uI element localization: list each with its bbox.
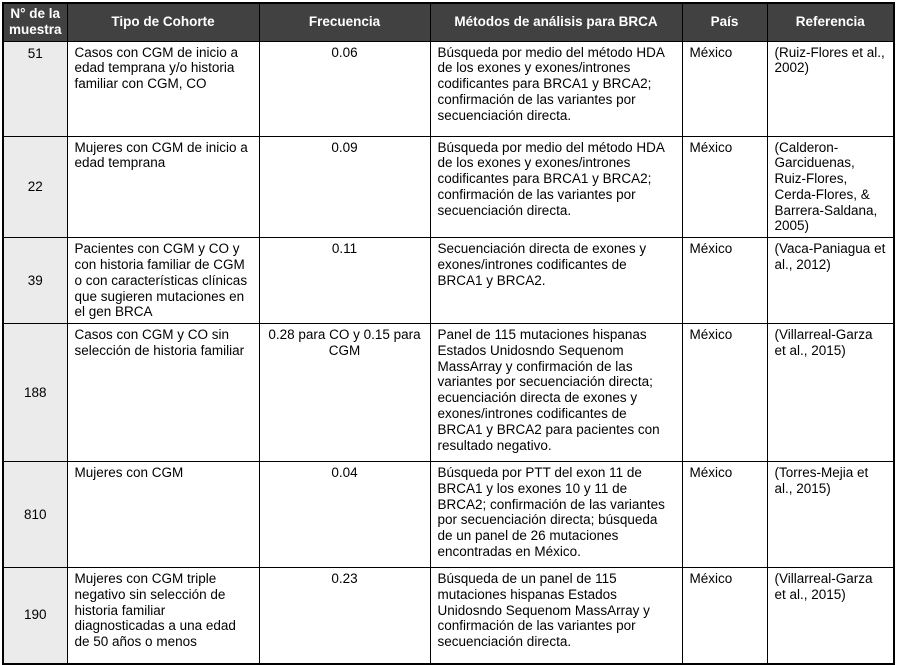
table-row [3, 568, 894, 664]
cell-cohort-type: Pacientes con CGM y CO y con historia familiar de CGM o con características clínicas que sugieren mutaciones en el gen BRCA [67, 238, 259, 324]
cell-sample-number: 51 [3, 41, 67, 136]
cell-frequency: 0.23 [259, 568, 430, 664]
cell-country: México [682, 462, 767, 568]
table-row [3, 238, 894, 324]
cell-reference: (Vaca-Paniagua et al., 2012) [767, 238, 894, 324]
table-row [3, 462, 894, 568]
col-header-metodos: Métodos de análisis para BRCA [430, 3, 682, 41]
cell-cohort-type: Mujeres con CGM de inicio a edad temprana [67, 136, 259, 238]
cell-sample-number: 22 [3, 136, 67, 238]
table-row [3, 136, 894, 238]
cell-analysis-methods: Búsqueda de un panel de 115 mutaciones hispanas Estados Unidosndo Sequenom MassArray y confirmación de las variantes por secuenciación directa. [430, 568, 682, 664]
cell-country: México [682, 136, 767, 238]
cell-reference: (Torres-Mejia et al., 2015) [767, 462, 894, 568]
cell-reference: (Calderon-Garciduenas, Ruiz-Flores, Cerda-Flores, & Barrera-Saldana, 2005) [767, 136, 894, 238]
cell-cohort-type: Mujeres con CGM [67, 462, 259, 568]
cell-country: México [682, 568, 767, 664]
col-header-pais: País [682, 3, 767, 41]
cell-sample-number: 190 [3, 568, 67, 664]
cell-country: México [682, 41, 767, 136]
cell-analysis-methods: Búsqueda por PTT del exon 11 de BRCA1 y los exones 10 y 11 de BRCA2; confirmación de las variantes por secuenciación directa; búsqueda de un panel de 26 mutaciones encontradas en México. [430, 462, 682, 568]
cell-cohort-type: Casos con CGM de inicio a edad temprana y/o historia familiar con CGM, CO [67, 41, 259, 136]
cell-reference: (Villarreal-Garza et al., 2015) [767, 324, 894, 462]
cell-frequency: 0.04 [259, 462, 430, 568]
cell-analysis-methods: Búsqueda por medio del método HDA de los exones y exones/intrones codificantes para BRCA1 y BRCA2; confirmación de las variantes por secuenciación directa. [430, 41, 682, 136]
cell-analysis-methods: Búsqueda por medio del método HDA de los exones y exones/intrones codificantes para BRCA1 y BRCA2; confirmación de las variantes por secuenciación directa. [430, 136, 682, 238]
cell-cohort-type: Casos con CGM y CO sin selección de historia familiar [67, 324, 259, 462]
cell-frequency: 0.06 [259, 41, 430, 136]
table-row [3, 324, 894, 462]
cell-cohort-type: Mujeres con CGM triple negativo sin selección de historia familiar diagnosticadas a una edad de 50 años o menos [67, 568, 259, 664]
table-row [3, 41, 894, 136]
table-body [3, 41, 894, 664]
cell-reference: (Villarreal-Garza et al., 2015) [767, 568, 894, 664]
cell-analysis-methods: Panel de 115 mutaciones hispanas Estados Unidosndo Sequenom MassArray y confirmación de las variantes por secuenciación directa; ecuenciación directa de exones y exones/intrones codificantes de BRCA1 y BRCA2 para pacientes con resultado negativo. [430, 324, 682, 462]
col-header-frecuencia: Frecuencia [259, 3, 430, 41]
col-header-muestra: N° de la muestra [3, 3, 67, 41]
table-header [3, 3, 894, 41]
cell-analysis-methods: Secuenciación directa de exones y exones/intrones codificantes de BRCA1 y BRCA2. [430, 238, 682, 324]
header-row [3, 3, 894, 41]
cell-sample-number: 810 [3, 462, 67, 568]
cell-frequency: 0.28 para CO y 0.15 para CGM [259, 324, 430, 462]
cell-sample-number: 188 [3, 324, 67, 462]
brca-studies-table [2, 2, 895, 665]
cell-country: México [682, 324, 767, 462]
col-header-cohorte: Tipo de Cohorte [67, 3, 259, 41]
cell-reference: (Ruiz-Flores et al., 2002) [767, 41, 894, 136]
cell-frequency: 0.11 [259, 238, 430, 324]
cell-sample-number: 39 [3, 238, 67, 324]
cell-frequency: 0.09 [259, 136, 430, 238]
cell-country: México [682, 238, 767, 324]
col-header-referencia: Referencia [767, 3, 894, 41]
